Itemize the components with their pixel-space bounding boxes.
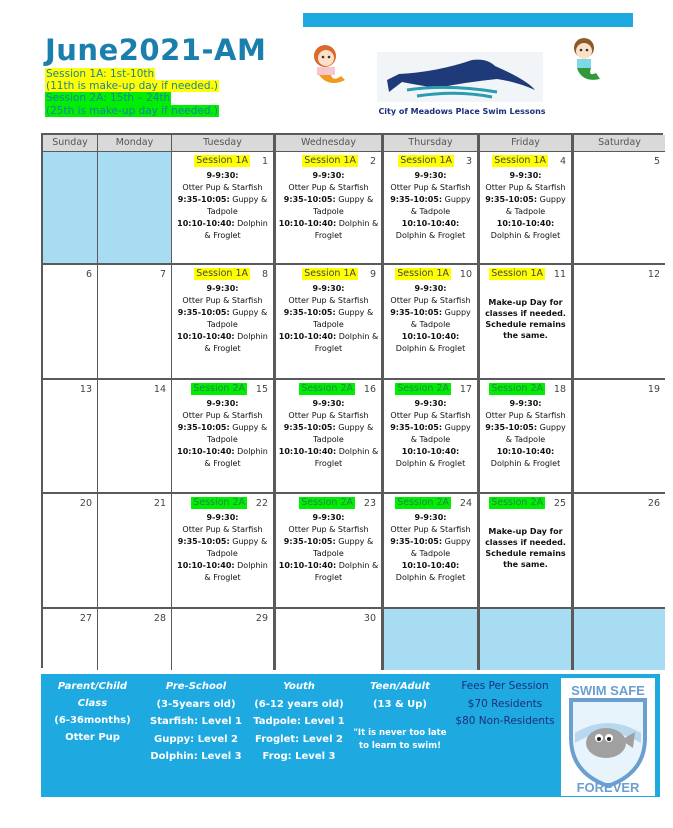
class-schedule [386, 170, 475, 242]
day-cell-30 [276, 609, 384, 670]
class-names: Dolphin & Froglet [395, 231, 466, 240]
class-names: Dolphin & Froglet [395, 344, 466, 353]
motto-quote: "It is never too late to learn to swim! [353, 728, 447, 751]
class-names: Guppy & Tadpole [505, 195, 566, 216]
day-cell-17 [384, 380, 480, 494]
day-cell-26 [574, 494, 665, 609]
class-schedule [174, 283, 271, 355]
class-time: 9-9:30: [206, 284, 239, 293]
note-makeup-1a: (11th is make-up day if needed.) [46, 80, 218, 93]
session-1a-badge: Session 1A [491, 268, 543, 279]
class-time: 9-9:30: [312, 171, 345, 180]
class-names: Otter Pup & Starfish [485, 183, 566, 192]
day-cell-6 [43, 265, 98, 380]
class-names: Guppy & Tadpole [207, 195, 268, 216]
class-names: Otter Pup & Starfish [390, 411, 471, 420]
day-number: 27 [79, 613, 92, 624]
session-2a-badge: Session 2A [397, 383, 449, 394]
class-schedule [386, 398, 475, 470]
class-names: Otter Pup & Starfish [390, 525, 471, 534]
makeup-day-note: Make-up Day for classes if needed. Schedule remains the same. [485, 527, 566, 569]
class-schedule [278, 512, 379, 584]
class-names: Dolphin & Froglet [204, 561, 268, 582]
class-time: 10:10-10:40: [278, 447, 337, 456]
day-number: 9 [369, 269, 376, 280]
swim-safe-badge [561, 678, 655, 796]
class-time: 10:10-10:40: [496, 447, 555, 456]
parent-child-title: Parent/Child Class [57, 681, 128, 709]
session-2a-badge: Session 2A [193, 383, 245, 394]
class-names: Dolphin & Froglet [314, 561, 379, 582]
day-number: 24 [459, 498, 472, 509]
day-number: 19 [647, 384, 660, 395]
day-number: 20 [79, 498, 92, 509]
header-monday: Monday [98, 135, 172, 152]
class-names: Guppy & Tadpole [313, 308, 374, 329]
class-time: 10:10-10:40: [401, 332, 460, 341]
day-cell-2 [276, 152, 384, 265]
fees-title: Fees Per Session [461, 680, 549, 692]
class-schedule [482, 398, 569, 470]
class-time: 10:10-10:40: [177, 561, 235, 570]
day-cell-1 [172, 152, 276, 265]
class-time: 9-9:30: [414, 399, 447, 408]
day-number: 7 [159, 269, 166, 280]
class-names: Guppy & Tadpole [313, 423, 374, 444]
session-1a-badge: Session 1A [400, 155, 452, 166]
teen-adult-age: (13 & Up) [372, 698, 428, 710]
youth-level-1: Tadpole: Level 1 [253, 716, 345, 727]
class-time: 9:35-10:05: [177, 308, 230, 317]
class-names: Guppy & Tadpole [410, 308, 471, 329]
class-names: Otter Pup & Starfish [182, 411, 263, 420]
class-names: Guppy & Tadpole [410, 195, 471, 216]
session-2a-badge: Session 2A [301, 383, 353, 394]
note-makeup-2a: (25th is make-up day if needed.) [46, 104, 218, 117]
class-names: Dolphin & Froglet [490, 459, 561, 468]
day-cell-29 [172, 609, 276, 670]
class-time: 10:10-10:40: [278, 219, 337, 228]
day-cell-12 [574, 265, 665, 380]
day-cell-14 [98, 380, 172, 494]
class-names: Dolphin & Froglet [395, 459, 466, 468]
makeup-day-note: Make-up Day for classes if needed. Schedule remains the same. [485, 298, 566, 340]
class-time: 10:10-10:40: [278, 561, 337, 570]
empty-day-cell [574, 609, 665, 670]
class-schedule [386, 283, 475, 355]
empty-day-cell [480, 609, 574, 670]
day-number: 10 [459, 269, 472, 280]
session-1a-badge: Session 1A [196, 155, 248, 166]
day-number: 25 [553, 498, 566, 509]
day-cell-4 [480, 152, 574, 265]
class-time: 9-9:30: [206, 171, 239, 180]
class-names: Otter Pup & Starfish [182, 296, 263, 305]
day-cell-25 [480, 494, 574, 609]
session-2a-badge: Session 2A [193, 497, 245, 508]
empty-day-cell [43, 152, 98, 265]
class-time: 9:35-10:05: [390, 423, 443, 432]
header-sunday: Sunday [43, 135, 98, 152]
logo-area [305, 35, 635, 120]
preschool-level-3: Dolphin: Level 3 [150, 751, 242, 762]
day-number: 29 [255, 613, 268, 624]
day-cell-19 [574, 380, 665, 494]
merman-boy-icon [560, 35, 608, 85]
day-cell-18 [480, 380, 574, 494]
teen-adult-column [351, 678, 449, 753]
session-1a-badge: Session 1A [397, 268, 449, 279]
class-names: Guppy & Tadpole [505, 423, 566, 444]
day-number: 5 [653, 156, 660, 167]
class-time: 10:10-10:40: [401, 219, 460, 228]
svg-text:FOREVER: FOREVER [576, 780, 640, 795]
class-time: 9:35-10:05: [177, 423, 230, 432]
class-schedule [174, 170, 271, 242]
day-number: 3 [465, 156, 472, 167]
day-cell-28 [98, 609, 172, 670]
class-time: 9-9:30: [414, 513, 447, 522]
class-names: Otter Pup & Starfish [182, 525, 263, 534]
class-names: Guppy & Tadpole [207, 423, 268, 444]
empty-day-cell [384, 609, 480, 670]
class-time: 10:10-10:40: [177, 447, 235, 456]
day-number: 22 [255, 498, 268, 509]
class-names: Otter Pup & Starfish [485, 411, 566, 420]
empty-day-cell [98, 152, 172, 265]
day-number: 2 [369, 156, 376, 167]
class-names: Otter Pup & Starfish [288, 411, 369, 420]
class-time: 9:35-10:05: [390, 537, 443, 546]
parent-child-age: (6-36months) [54, 715, 131, 726]
class-time: 9:35-10:05: [390, 308, 443, 317]
day-cell-5 [574, 152, 665, 265]
day-number: 17 [459, 384, 472, 395]
calendar-grid [41, 133, 663, 668]
day-number: 21 [153, 498, 166, 509]
session-2a-badge: Session 2A [491, 383, 543, 394]
day-cell-13 [43, 380, 98, 494]
parent-child-column [45, 678, 140, 746]
session-1a-badge: Session 1A [494, 155, 546, 166]
class-time: 9:35-10:05: [485, 195, 538, 204]
class-names: Dolphin & Froglet [490, 231, 561, 240]
note-session-1a: Session 1A: 1st-10th [46, 68, 155, 80]
youth-level-2: Froglet: Level 2 [255, 733, 343, 745]
header-tuesday: Tuesday [172, 135, 276, 152]
class-names: Dolphin & Froglet [204, 332, 268, 353]
day-cell-7 [98, 265, 172, 380]
session-notes [45, 68, 219, 117]
class-time: 9:35-10:05: [283, 308, 336, 317]
day-cell-16 [276, 380, 384, 494]
class-names: Guppy & Tadpole [207, 308, 268, 329]
day-number: 1 [261, 156, 268, 167]
class-time: 9:35-10:05: [177, 195, 230, 204]
parent-child-level: Otter Pup [65, 732, 120, 743]
header-saturday: Saturday [574, 135, 665, 152]
youth-age: (6-12 years old) [254, 698, 344, 710]
class-names: Guppy & Tadpole [207, 537, 268, 558]
class-names: Guppy & Tadpole [313, 195, 374, 216]
day-number: 23 [363, 498, 376, 509]
day-cell-8 [172, 265, 276, 380]
header-wednesday: Wednesday [276, 135, 384, 152]
class-names: Otter Pup & Starfish [288, 296, 369, 305]
preschool-level-2: Guppy: Level 2 [154, 733, 238, 745]
preschool-title: Pre-School [165, 681, 227, 692]
class-time: 9:35-10:05: [283, 537, 336, 546]
class-schedule [278, 283, 379, 355]
day-cell-24 [384, 494, 480, 609]
header-friday: Friday [480, 135, 574, 152]
class-schedule [278, 170, 379, 242]
day-number: 13 [79, 384, 92, 395]
class-names: Otter Pup & Starfish [182, 183, 263, 192]
class-names: Guppy & Tadpole [410, 537, 471, 558]
class-time: 9-9:30: [414, 284, 447, 293]
day-number: 8 [261, 269, 268, 280]
class-time: 9-9:30: [509, 171, 542, 180]
fees-column [453, 678, 557, 731]
day-cell-27 [43, 609, 98, 670]
header-thursday: Thursday [384, 135, 480, 152]
class-schedule [482, 170, 569, 242]
class-time: 9-9:30: [312, 284, 345, 293]
day-cell-15 [172, 380, 276, 494]
class-time: 10:10-10:40: [496, 219, 555, 228]
day-cell-21 [98, 494, 172, 609]
class-time: 10:10-10:40: [401, 561, 460, 570]
class-schedule [278, 398, 379, 470]
day-number: 6 [85, 269, 92, 280]
class-time: 10:10-10:40: [401, 447, 460, 456]
mermaid-girl-icon [305, 40, 353, 90]
svg-text:SWIM SAFE: SWIM SAFE [571, 683, 645, 698]
day-cell-11 [480, 265, 574, 380]
class-names: Dolphin & Froglet [204, 447, 268, 468]
class-schedule [174, 398, 271, 470]
day-number: 26 [647, 498, 660, 509]
class-names: Dolphin & Froglet [395, 573, 466, 582]
day-cell-23 [276, 494, 384, 609]
session-1a-badge: Session 1A [304, 155, 356, 166]
dolphin-icon [377, 52, 543, 102]
day-number: 12 [647, 269, 660, 280]
session-1a-badge: Session 1A [304, 268, 356, 279]
session-2a-badge: Session 2A [301, 497, 353, 508]
class-names: Dolphin & Froglet [314, 332, 379, 353]
class-time: 9:35-10:05: [283, 423, 336, 432]
day-number: 14 [153, 384, 166, 395]
class-names: Dolphin & Froglet [314, 447, 379, 468]
class-time: 9:35-10:05: [283, 195, 336, 204]
day-cell-3 [384, 152, 480, 265]
preschool-level-1: Starfish: Level 1 [150, 716, 242, 727]
session-2a-badge: Session 2A [397, 497, 449, 508]
page-title: June2021-AM [45, 33, 267, 67]
class-names: Dolphin & Froglet [204, 219, 268, 240]
day-number: 28 [153, 613, 166, 624]
class-time: 9-9:30: [312, 513, 345, 522]
dolphin-logo [377, 52, 543, 102]
day-number: 4 [559, 156, 566, 167]
class-names: Otter Pup & Starfish [390, 183, 471, 192]
preschool-column [145, 678, 247, 766]
class-names: Dolphin & Froglet [314, 219, 379, 240]
class-time: 10:10-10:40: [177, 219, 235, 228]
class-time: 9-9:30: [414, 171, 447, 180]
class-names: Otter Pup & Starfish [288, 525, 369, 534]
class-names: Otter Pup & Starfish [390, 296, 471, 305]
day-number: 18 [553, 384, 566, 395]
class-schedule [386, 512, 475, 584]
fee-non-resident: $80 Non-Residents [455, 715, 555, 727]
class-schedule [174, 512, 271, 584]
preschool-age: (3-5years old) [156, 698, 236, 710]
day-cell-10 [384, 265, 480, 380]
day-number: 11 [553, 269, 566, 280]
class-names: Guppy & Tadpole [313, 537, 374, 558]
class-time: 10:10-10:40: [177, 332, 235, 341]
youth-column [249, 678, 349, 766]
teen-adult-title: Teen/Adult [370, 681, 430, 692]
day-cell-9 [276, 265, 384, 380]
youth-level-3: Frog: Level 3 [262, 751, 336, 762]
swim-safe-whale-icon [561, 678, 655, 796]
class-time: 9-9:30: [312, 399, 345, 408]
day-cell-22 [172, 494, 276, 609]
youth-title: Youth [283, 681, 315, 692]
class-names: Guppy & Tadpole [410, 423, 471, 444]
class-time: 10:10-10:40: [278, 332, 337, 341]
day-number: 15 [255, 384, 268, 395]
info-footer [41, 674, 660, 797]
session-1a-badge: Session 1A [196, 268, 248, 279]
day-number: 16 [363, 384, 376, 395]
class-time: 9-9:30: [206, 513, 239, 522]
session-2a-badge: Session 2A [491, 497, 543, 508]
top-banner-bar [303, 13, 633, 27]
class-time: 9-9:30: [206, 399, 239, 408]
class-time: 9:35-10:05: [390, 195, 443, 204]
logo-caption: City of Meadows Place Swim Lessons [378, 107, 546, 116]
class-time: 9:35-10:05: [177, 537, 230, 546]
note-session-2a: Session 2A: 15th – 24th [46, 92, 171, 105]
day-cell-20 [43, 494, 98, 609]
class-names: Otter Pup & Starfish [288, 183, 369, 192]
fee-resident: $70 Residents [467, 697, 543, 710]
class-time: 9:35-10:05: [485, 423, 538, 432]
class-time: 9-9:30: [509, 399, 542, 408]
day-number: 30 [363, 613, 376, 624]
